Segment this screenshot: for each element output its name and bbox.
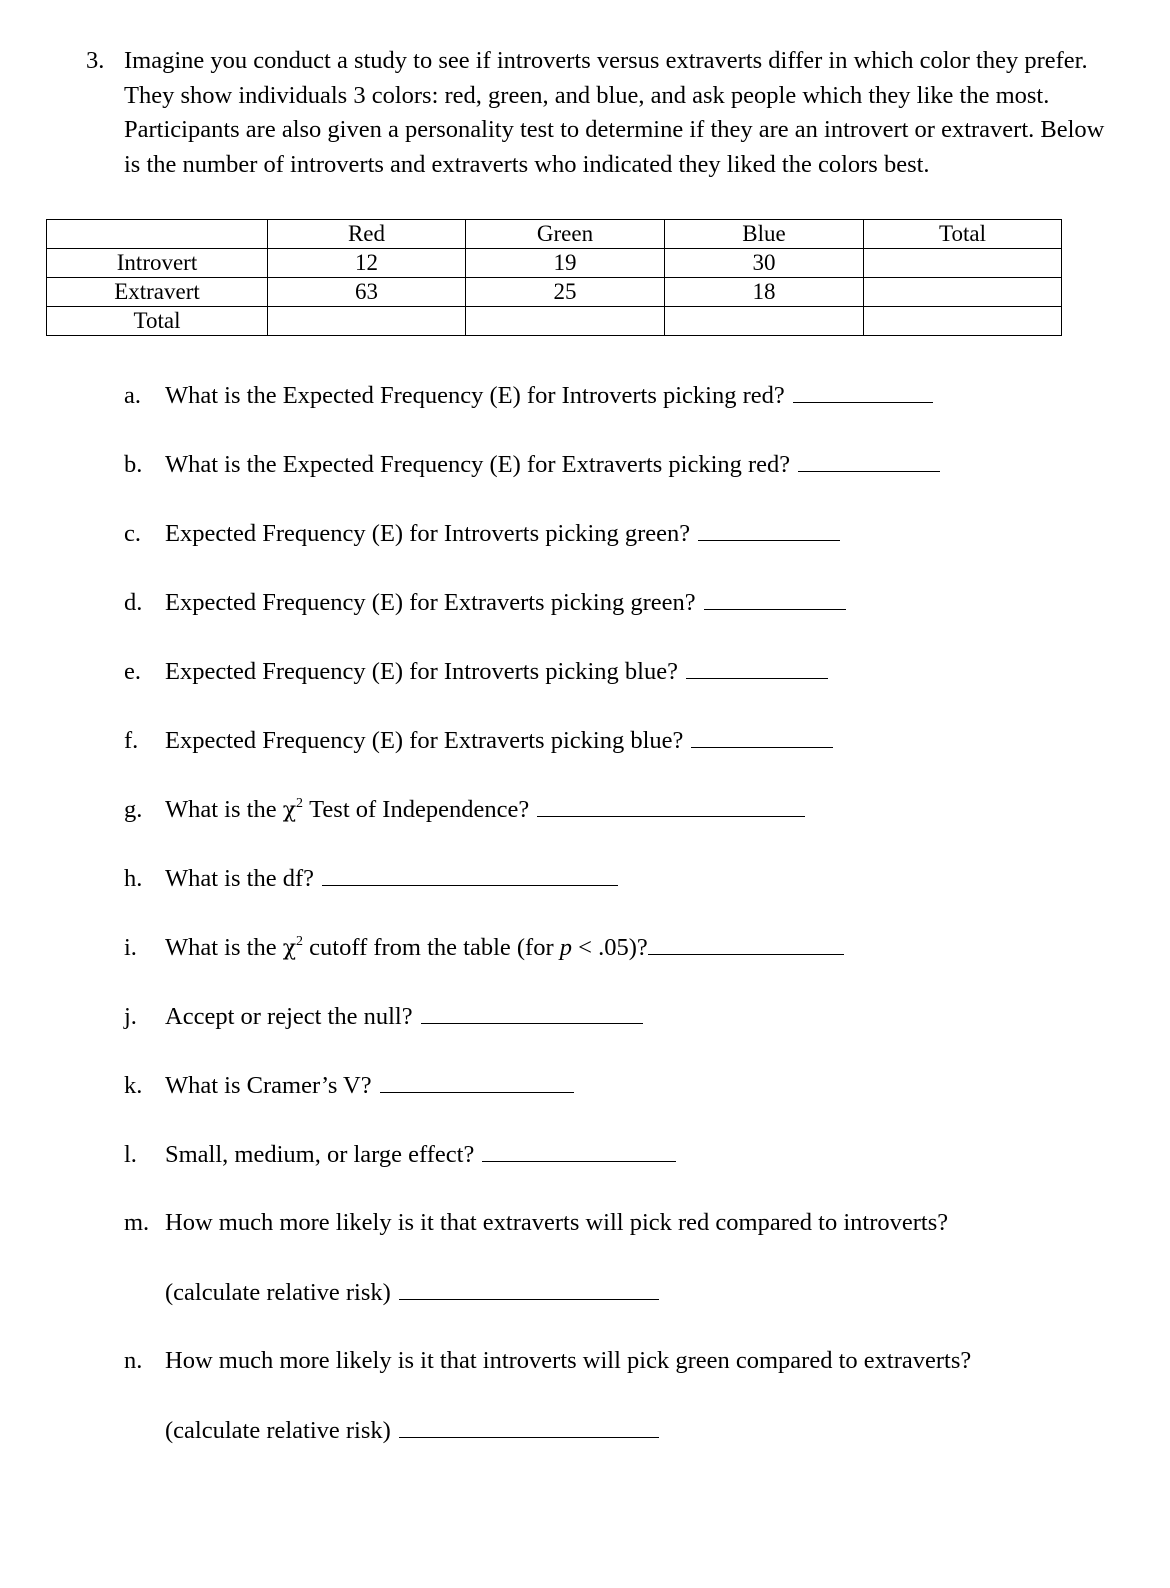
item-text: What is the bbox=[165, 934, 277, 961]
item-k bbox=[124, 1070, 574, 1101]
table-row bbox=[47, 278, 1062, 307]
item-e bbox=[124, 656, 828, 687]
superscript: 2 bbox=[296, 796, 304, 811]
table-header-row bbox=[47, 220, 1062, 249]
p-symbol: p bbox=[559, 934, 572, 961]
item-text: cutoff from the table (for bbox=[309, 934, 554, 961]
answer-blank-e[interactable] bbox=[686, 656, 828, 679]
item-label: f. bbox=[124, 727, 139, 754]
item-text: Expected Frequency (E) for Extraverts picking green? bbox=[165, 589, 696, 616]
table-header-cell: Red bbox=[268, 220, 466, 249]
chi-symbol: χ bbox=[282, 936, 297, 961]
table-row bbox=[47, 249, 1062, 278]
item-label: j. bbox=[124, 1003, 137, 1030]
item-label: l. bbox=[124, 1141, 137, 1168]
item-label: h. bbox=[124, 865, 143, 892]
answer-blank-b[interactable] bbox=[798, 449, 940, 472]
table-cell: 19 bbox=[466, 249, 665, 278]
question-number: 3. bbox=[86, 47, 105, 74]
table-cell bbox=[466, 307, 665, 336]
item-label: b. bbox=[124, 451, 143, 478]
answer-blank-a[interactable] bbox=[793, 380, 933, 403]
item-l bbox=[124, 1139, 676, 1170]
item-g bbox=[124, 794, 805, 826]
item-text: What is Cramer’s V? bbox=[165, 1072, 372, 1099]
item-text: Test of Independence? bbox=[309, 796, 530, 823]
answer-blank-i[interactable] bbox=[648, 932, 844, 955]
table-cell bbox=[864, 249, 1062, 278]
item-text: How much more likely is it that extraverts will pick red compared to introverts? bbox=[165, 1209, 949, 1236]
item-subtext: (calculate relative risk) bbox=[165, 1417, 391, 1444]
item-label: i. bbox=[124, 934, 137, 961]
item-label: a. bbox=[124, 382, 141, 409]
answer-blank-h[interactable] bbox=[322, 863, 618, 886]
table-cell bbox=[665, 307, 864, 336]
item-text: Expected Frequency (E) for Introverts picking green? bbox=[165, 520, 691, 547]
table-cell bbox=[268, 307, 466, 336]
answer-blank-m[interactable] bbox=[399, 1277, 659, 1300]
table-cell: 25 bbox=[466, 278, 665, 307]
item-j bbox=[124, 1001, 643, 1032]
answer-blank-n[interactable] bbox=[399, 1415, 659, 1438]
item-n-subline bbox=[165, 1415, 659, 1446]
item-c bbox=[124, 518, 840, 549]
item-label: k. bbox=[124, 1072, 143, 1099]
table-row bbox=[47, 307, 1062, 336]
row-label: Introvert bbox=[47, 249, 268, 278]
item-a bbox=[124, 380, 933, 411]
row-label: Total bbox=[47, 307, 268, 336]
item-label: e. bbox=[124, 658, 141, 685]
table-header-cell: Green bbox=[466, 220, 665, 249]
item-d bbox=[124, 587, 846, 618]
question-text: Imagine you conduct a study to see if introverts versus extraverts differ in which color they prefer. They show individuals 3 colors: red, green, and blue, and ask people which they like the most. Participants are also given a personality test to determine if they are an introvert or extravert. Below is the number of introverts and extraverts who indicated they liked the colors best. bbox=[124, 47, 1105, 178]
table-cell: 63 bbox=[268, 278, 466, 307]
item-text: How much more likely is it that introverts will pick green compared to extraverts? bbox=[165, 1347, 972, 1374]
item-n bbox=[124, 1346, 971, 1376]
table-header-cell bbox=[47, 220, 268, 249]
table-header-cell: Total bbox=[864, 220, 1062, 249]
answer-blank-f[interactable] bbox=[691, 725, 833, 748]
item-label: d. bbox=[124, 589, 143, 616]
answer-blank-j[interactable] bbox=[421, 1001, 643, 1024]
item-label: m. bbox=[124, 1209, 150, 1236]
table-header-cell: Blue bbox=[665, 220, 864, 249]
item-label: c. bbox=[124, 520, 141, 547]
item-f bbox=[124, 725, 833, 756]
item-subtext: (calculate relative risk) bbox=[165, 1279, 391, 1306]
item-text: Accept or reject the null? bbox=[165, 1003, 413, 1030]
answer-blank-g[interactable] bbox=[537, 794, 805, 817]
table-cell: 18 bbox=[665, 278, 864, 307]
table-cell: 30 bbox=[665, 249, 864, 278]
answer-blank-d[interactable] bbox=[704, 587, 846, 610]
table-cell: 12 bbox=[268, 249, 466, 278]
item-text: Expected Frequency (E) for Introverts picking blue? bbox=[165, 658, 678, 685]
item-text: < .05)? bbox=[578, 934, 648, 961]
item-m bbox=[124, 1208, 948, 1238]
answer-blank-c[interactable] bbox=[698, 518, 840, 541]
chi-symbol: χ bbox=[282, 798, 297, 823]
item-label: n. bbox=[124, 1347, 143, 1374]
item-i bbox=[124, 932, 844, 964]
item-b bbox=[124, 449, 940, 480]
item-text: What is the Expected Frequency (E) for Introverts picking red? bbox=[165, 382, 785, 409]
answer-blank-k[interactable] bbox=[380, 1070, 574, 1093]
item-text: Small, medium, or large effect? bbox=[165, 1141, 475, 1168]
item-text: Expected Frequency (E) for Extraverts picking blue? bbox=[165, 727, 684, 754]
table-cell bbox=[864, 307, 1062, 336]
table-cell bbox=[864, 278, 1062, 307]
row-label: Extravert bbox=[47, 278, 268, 307]
superscript: 2 bbox=[296, 934, 304, 949]
answer-blank-l[interactable] bbox=[482, 1139, 676, 1162]
item-label: g. bbox=[124, 796, 143, 823]
item-text: What is the Expected Frequency (E) for Extraverts picking red? bbox=[165, 451, 791, 478]
item-text: What is the bbox=[165, 796, 277, 823]
item-text: What is the df? bbox=[165, 865, 314, 892]
frequency-table bbox=[46, 219, 1062, 336]
item-m-subline bbox=[165, 1277, 659, 1308]
item-h bbox=[124, 863, 618, 894]
